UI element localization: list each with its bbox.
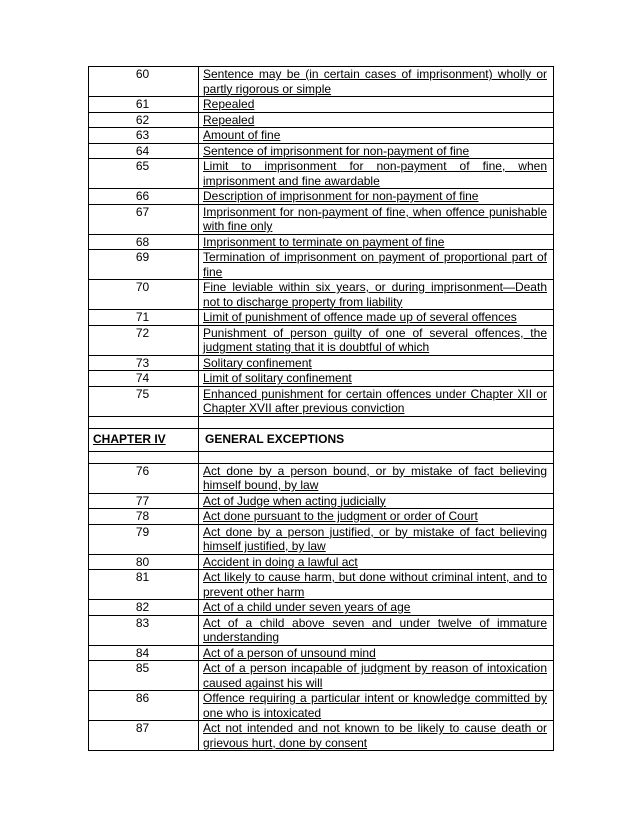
- section-number: 71: [89, 310, 199, 326]
- section-description-cell: [199, 204, 554, 234]
- section-title-link[interactable]: Solitary confinement: [203, 355, 312, 370]
- section-title-link[interactable]: Limit to imprisonment for non-payment of fine, when imprisonment and fine awardable: [203, 159, 547, 188]
- section-title-link[interactable]: Description of imprisonment for non-payment of fine: [203, 189, 479, 203]
- section-title-link[interactable]: Limit of solitary confinement: [203, 371, 352, 385]
- section-number: 72: [89, 325, 199, 355]
- table-row: [89, 509, 554, 525]
- chapter-number: CHAPTER IV: [89, 428, 199, 451]
- section-description-cell: [199, 355, 554, 371]
- table-row: [89, 97, 554, 113]
- section-number: 79: [89, 524, 199, 554]
- table-row: [89, 554, 554, 570]
- section-description-cell: [199, 128, 554, 144]
- section-number: 84: [89, 645, 199, 661]
- section-description-cell: [199, 97, 554, 113]
- section-title-link[interactable]: Imprisonment for non-payment of fine, when offence punishable with fine only: [203, 204, 547, 233]
- section-number: 75: [89, 386, 199, 416]
- chapter-title: GENERAL EXCEPTIONS: [199, 428, 554, 451]
- section-description-cell: [199, 570, 554, 600]
- section-number: 68: [89, 234, 199, 250]
- table-row: [89, 189, 554, 205]
- section-title-link[interactable]: Act done by a person justified, or by mistake of fact believing himself justified, by law: [203, 524, 547, 553]
- section-title-link[interactable]: Act of a person incapable of judgment by reason of intoxication caused against his will: [203, 661, 547, 690]
- section-title-link[interactable]: Enhanced punishment for certain offences under Chapter XII or Chapter XVII after previous conviction: [203, 386, 547, 415]
- section-number: 80: [89, 554, 199, 570]
- section-number: 82: [89, 600, 199, 616]
- spacer-cell: [89, 451, 199, 463]
- section-title-link[interactable]: Sentence may be (in certain cases of imprisonment) wholly or partly rigorous or simple: [203, 67, 547, 96]
- section-number: 83: [89, 615, 199, 645]
- table-row: [89, 524, 554, 554]
- table-row: [89, 128, 554, 144]
- table-row: [89, 234, 554, 250]
- section-description-cell: [199, 509, 554, 525]
- section-title-link[interactable]: Offence requiring a particular intent or knowledge committed by one who is intoxicated: [203, 691, 547, 720]
- spacer-cell: [89, 416, 199, 428]
- table-row: [89, 143, 554, 159]
- section-description-cell: [199, 67, 554, 97]
- section-number: 81: [89, 570, 199, 600]
- table-row: [89, 661, 554, 691]
- table-row: [89, 204, 554, 234]
- table-row: [89, 493, 554, 509]
- section-description-cell: [199, 310, 554, 326]
- table-row: [89, 615, 554, 645]
- section-title-link[interactable]: Amount of fine: [203, 128, 281, 142]
- section-description-cell: [199, 721, 554, 751]
- section-number: 76: [89, 463, 199, 493]
- section-description-cell: [199, 615, 554, 645]
- section-title-link[interactable]: Repealed: [203, 97, 255, 111]
- sections-table: [88, 66, 554, 751]
- section-description-cell: [199, 493, 554, 509]
- section-title-link[interactable]: Repealed: [203, 112, 255, 127]
- section-number: 77: [89, 493, 199, 509]
- section-title-link[interactable]: Imprisonment to terminate on payment of fine: [203, 234, 445, 249]
- section-title-link[interactable]: Sentence of imprisonment for non-payment of fine: [203, 143, 470, 158]
- table-row: [89, 645, 554, 661]
- spacer-cell: [199, 416, 554, 428]
- section-number: 86: [89, 691, 199, 721]
- section-title-link[interactable]: Act of a person of unsound mind: [203, 645, 376, 660]
- section-number: 78: [89, 509, 199, 525]
- chapter-heading-row: [89, 428, 554, 451]
- section-description-cell: [199, 554, 554, 570]
- section-number: 87: [89, 721, 199, 751]
- section-description-cell: [199, 386, 554, 416]
- section-description-cell: [199, 189, 554, 205]
- section-number: 65: [89, 159, 199, 189]
- section-description-cell: [199, 143, 554, 159]
- section-number: 67: [89, 204, 199, 234]
- section-title-link[interactable]: Act not intended and not known to be likely to cause death or grievous hurt, done by consent: [203, 721, 547, 750]
- section-description-cell: [199, 463, 554, 493]
- section-number: 70: [89, 280, 199, 310]
- section-number: 74: [89, 371, 199, 387]
- table-row: [89, 250, 554, 280]
- section-description-cell: [199, 112, 554, 128]
- section-description-cell: [199, 280, 554, 310]
- table-row: [89, 112, 554, 128]
- table-row: [89, 325, 554, 355]
- spacer-row: [89, 416, 554, 428]
- section-number: 61: [89, 97, 199, 113]
- section-title-link[interactable]: Act done pursuant to the judgment or order of Court: [203, 509, 478, 523]
- table-row: [89, 691, 554, 721]
- section-title-link[interactable]: Act done by a person bound, or by mistake of fact believing himself bound, by law: [203, 463, 547, 492]
- table-row: [89, 310, 554, 326]
- section-description-cell: [199, 645, 554, 661]
- section-title-link[interactable]: Act of a child above seven and under twelve of immature understanding: [203, 615, 547, 644]
- table-row: [89, 371, 554, 387]
- section-number: 85: [89, 661, 199, 691]
- section-title-link[interactable]: Accident in doing a lawful act: [203, 554, 358, 569]
- section-title-link[interactable]: Fine leviable within six years, or during imprisonment—Death not to discharge property from liability: [203, 280, 547, 309]
- spacer-row: [89, 451, 554, 463]
- section-description-cell: [199, 325, 554, 355]
- section-number: 73: [89, 355, 199, 371]
- section-description-cell: [199, 371, 554, 387]
- table-row: [89, 159, 554, 189]
- section-title-link[interactable]: Punishment of person guilty of one of several offences, the judgment stating that it is doubtful of which: [203, 325, 547, 354]
- section-title-link[interactable]: Act likely to cause harm, but done without criminal intent, and to prevent other harm: [203, 570, 547, 599]
- section-title-link[interactable]: Act of a child under seven years of age: [203, 600, 411, 614]
- section-description-cell: [199, 661, 554, 691]
- table-row: [89, 721, 554, 751]
- section-description-cell: [199, 691, 554, 721]
- section-number: 62: [89, 112, 199, 128]
- section-number: 64: [89, 143, 199, 159]
- section-title-link[interactable]: Act of Judge when acting judicially: [203, 493, 386, 508]
- table-row: [89, 463, 554, 493]
- table-row: [89, 570, 554, 600]
- section-number: 66: [89, 189, 199, 205]
- section-description-cell: [199, 159, 554, 189]
- table-row: [89, 280, 554, 310]
- section-title-link[interactable]: Termination of imprisonment on payment of proportional part of fine: [203, 250, 547, 279]
- section-number: 60: [89, 67, 199, 97]
- table-row: [89, 355, 554, 371]
- section-description-cell: [199, 524, 554, 554]
- section-title-link[interactable]: Limit of punishment of offence made up of several offences: [203, 310, 517, 324]
- table-row: [89, 600, 554, 616]
- spacer-cell: [199, 451, 554, 463]
- table-row: [89, 67, 554, 97]
- section-description-cell: [199, 234, 554, 250]
- section-description-cell: [199, 250, 554, 280]
- section-number: 69: [89, 250, 199, 280]
- section-description-cell: [199, 600, 554, 616]
- section-number: 63: [89, 128, 199, 144]
- table-row: [89, 386, 554, 416]
